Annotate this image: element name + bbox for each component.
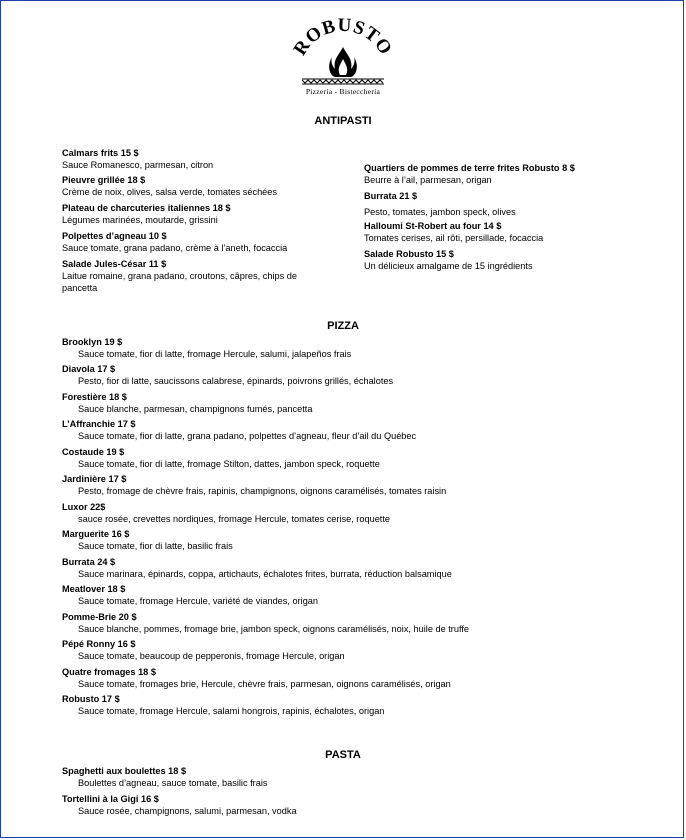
item-name: Forestière 18 $ bbox=[62, 392, 127, 402]
menu-item bbox=[62, 666, 451, 690]
item-description: Sauce tomate, grana padano, crème à l’aneth, focaccia bbox=[62, 243, 288, 253]
item-description: Sauce marinara, épinards, coppa, artichauts, échalotes frites, burrata, réduction balsamique bbox=[78, 569, 452, 579]
menu-item bbox=[62, 501, 390, 525]
robusto-logo-mark bbox=[290, 16, 396, 88]
item-name: Salade Robusto 15 $ bbox=[364, 249, 454, 259]
section-title-pasta: PASTA bbox=[325, 749, 361, 761]
item-description: sauce rosée, crevettes nordiques, fromage Hercule, tomates cerise, roquette bbox=[78, 514, 391, 524]
item-description: Sauce tomate, fior di latte, basilic frais bbox=[78, 541, 233, 551]
item-description: Pesto, tomates, jambon speck, olives bbox=[364, 207, 516, 217]
item-description: Sauce tomate, fior di latte, fromage Hercule, salumi, jalapeños frais bbox=[78, 349, 352, 359]
item-description: Sauce blanche, parmesan, champignons fumés, pancetta bbox=[78, 404, 313, 414]
item-name: Costaude 19 $ bbox=[62, 447, 125, 457]
item-description: Sauce tomate, beaucoup de pepperonis, fromage Hercule, origan bbox=[78, 651, 345, 661]
item-name: Luxor 22$ bbox=[62, 502, 106, 512]
item-description: Sauce tomate, fromage Hercule, variété de viandes, origan bbox=[78, 596, 319, 606]
item-name: Burrata 21 $ bbox=[364, 191, 418, 201]
menu-item bbox=[62, 765, 267, 789]
item-description: Sauce rosée, champignons, salumi, parmesan, vodka bbox=[78, 806, 297, 816]
menu-item bbox=[62, 202, 231, 226]
item-name: Quatre fromages 18 $ bbox=[62, 667, 156, 677]
item-description: Sauce Romanesco, parmesan, citron bbox=[62, 160, 214, 170]
item-name: Halloumi St-Robert au four 14 $ bbox=[364, 221, 502, 231]
menu-item bbox=[62, 528, 233, 552]
item-description: Sauce tomate, fromages brie, Hercule, chèvre frais, parmesan, oignons caramélisés, origan bbox=[78, 679, 451, 689]
item-name: Meatlover 18 $ bbox=[62, 584, 126, 594]
menu-item bbox=[62, 418, 416, 442]
logo-brand-text: ROBUSTO bbox=[290, 16, 396, 60]
logo bbox=[0, 0, 686, 100]
menu-item bbox=[62, 556, 452, 580]
item-name: Pépé Ronny 16 $ bbox=[62, 639, 136, 649]
menu-item bbox=[62, 583, 318, 607]
item-name: Plateau de charcuteries italiennes 18 $ bbox=[62, 203, 231, 213]
item-name: Polpettes d’agneau 10 $ bbox=[62, 231, 167, 241]
item-name: Salade Jules-César 11 $ bbox=[62, 259, 167, 269]
menu-item bbox=[62, 258, 332, 294]
menu-item bbox=[62, 793, 297, 817]
flame-icon bbox=[329, 47, 357, 77]
menu-item bbox=[62, 473, 446, 497]
item-name: Pomme-Brie 20 $ bbox=[62, 612, 137, 622]
menu-item bbox=[62, 391, 312, 415]
item-description: Boulettes d’agneau, sauce tomate, basilic frais bbox=[78, 778, 268, 788]
menu-item bbox=[62, 147, 213, 171]
item-name: Marguerite 16 $ bbox=[62, 529, 130, 539]
menu-item bbox=[62, 611, 469, 635]
menu-item bbox=[62, 638, 345, 662]
item-name: Calmars frits 15 $ bbox=[62, 148, 139, 158]
menu-item bbox=[364, 248, 533, 272]
menu-item bbox=[62, 336, 351, 360]
item-name: Tortellini à la Gigi 16 $ bbox=[62, 794, 159, 804]
menu-item bbox=[364, 162, 575, 186]
item-name: Spaghetti aux boulettes 18 $ bbox=[62, 766, 187, 776]
item-description: Pesto, fromage de chèvre frais, rapinis, champignons, oignons caramélisés, tomates raisin bbox=[78, 486, 447, 496]
item-description: Sauce tomate, fromage Hercule, salami hongrois, rapinis, échalotes, origan bbox=[78, 706, 385, 716]
menu-item bbox=[364, 190, 516, 218]
item-description: Un délicieux amalgame de 15 ingrédients bbox=[364, 261, 533, 271]
item-description: Pesto, fior di latte, saucissons calabrese, épinards, poivrons grillés, échalotes bbox=[78, 376, 394, 386]
section-title-pizza: PIZZA bbox=[327, 320, 359, 332]
item-name: Jardinière 17 $ bbox=[62, 474, 127, 484]
item-description: Tomates cerises, ail rôti, persillade, focaccia bbox=[364, 233, 544, 243]
item-description: Beurre à l’ail, parmesan, origan bbox=[364, 175, 492, 185]
item-name: Diavola 17 $ bbox=[62, 364, 116, 374]
menu-item bbox=[62, 446, 380, 470]
menu-item bbox=[62, 363, 393, 387]
item-description: Laitue romaine, grana padano, croutons, câpres, chips de pancetta bbox=[62, 271, 297, 293]
item-name: Quartiers de pommes de terre frites Robusto 8 $ bbox=[364, 163, 575, 173]
item-name: Burrata 24 $ bbox=[62, 557, 116, 567]
item-description: Crème de noix, olives, salsa verde, tomates séchées bbox=[62, 187, 277, 197]
menu-item bbox=[364, 220, 543, 244]
section-title-antipasti: ANTIPASTI bbox=[314, 115, 372, 127]
item-description: Sauce tomate, fior di latte, fromage Stilton, dattes, jambon speck, roquette bbox=[78, 459, 380, 469]
item-description: Sauce tomate, fior di latte, grana padano, polpettes d’agneau, fleur d’ail du Québec bbox=[78, 431, 417, 441]
menu-item bbox=[62, 174, 277, 198]
item-name: Pieuvre grillée 18 $ bbox=[62, 175, 146, 185]
menu-item bbox=[62, 230, 287, 254]
item-name: L’Affranchie 17 $ bbox=[62, 419, 136, 429]
item-description: Sauce blanche, pommes, fromage brie, jambon speck, oignons caramélisés, noix, huile de truffe bbox=[78, 624, 470, 634]
menu-item bbox=[62, 693, 384, 717]
logo-tagline: Pizzeria - Bistecchería bbox=[305, 87, 381, 96]
item-name: Robusto 17 $ bbox=[62, 694, 120, 704]
item-description: Légumes marinées, moutarde, grissini bbox=[62, 215, 218, 225]
item-name: Brooklyn 19 $ bbox=[62, 337, 123, 347]
logo-divider-icon bbox=[302, 79, 384, 84]
